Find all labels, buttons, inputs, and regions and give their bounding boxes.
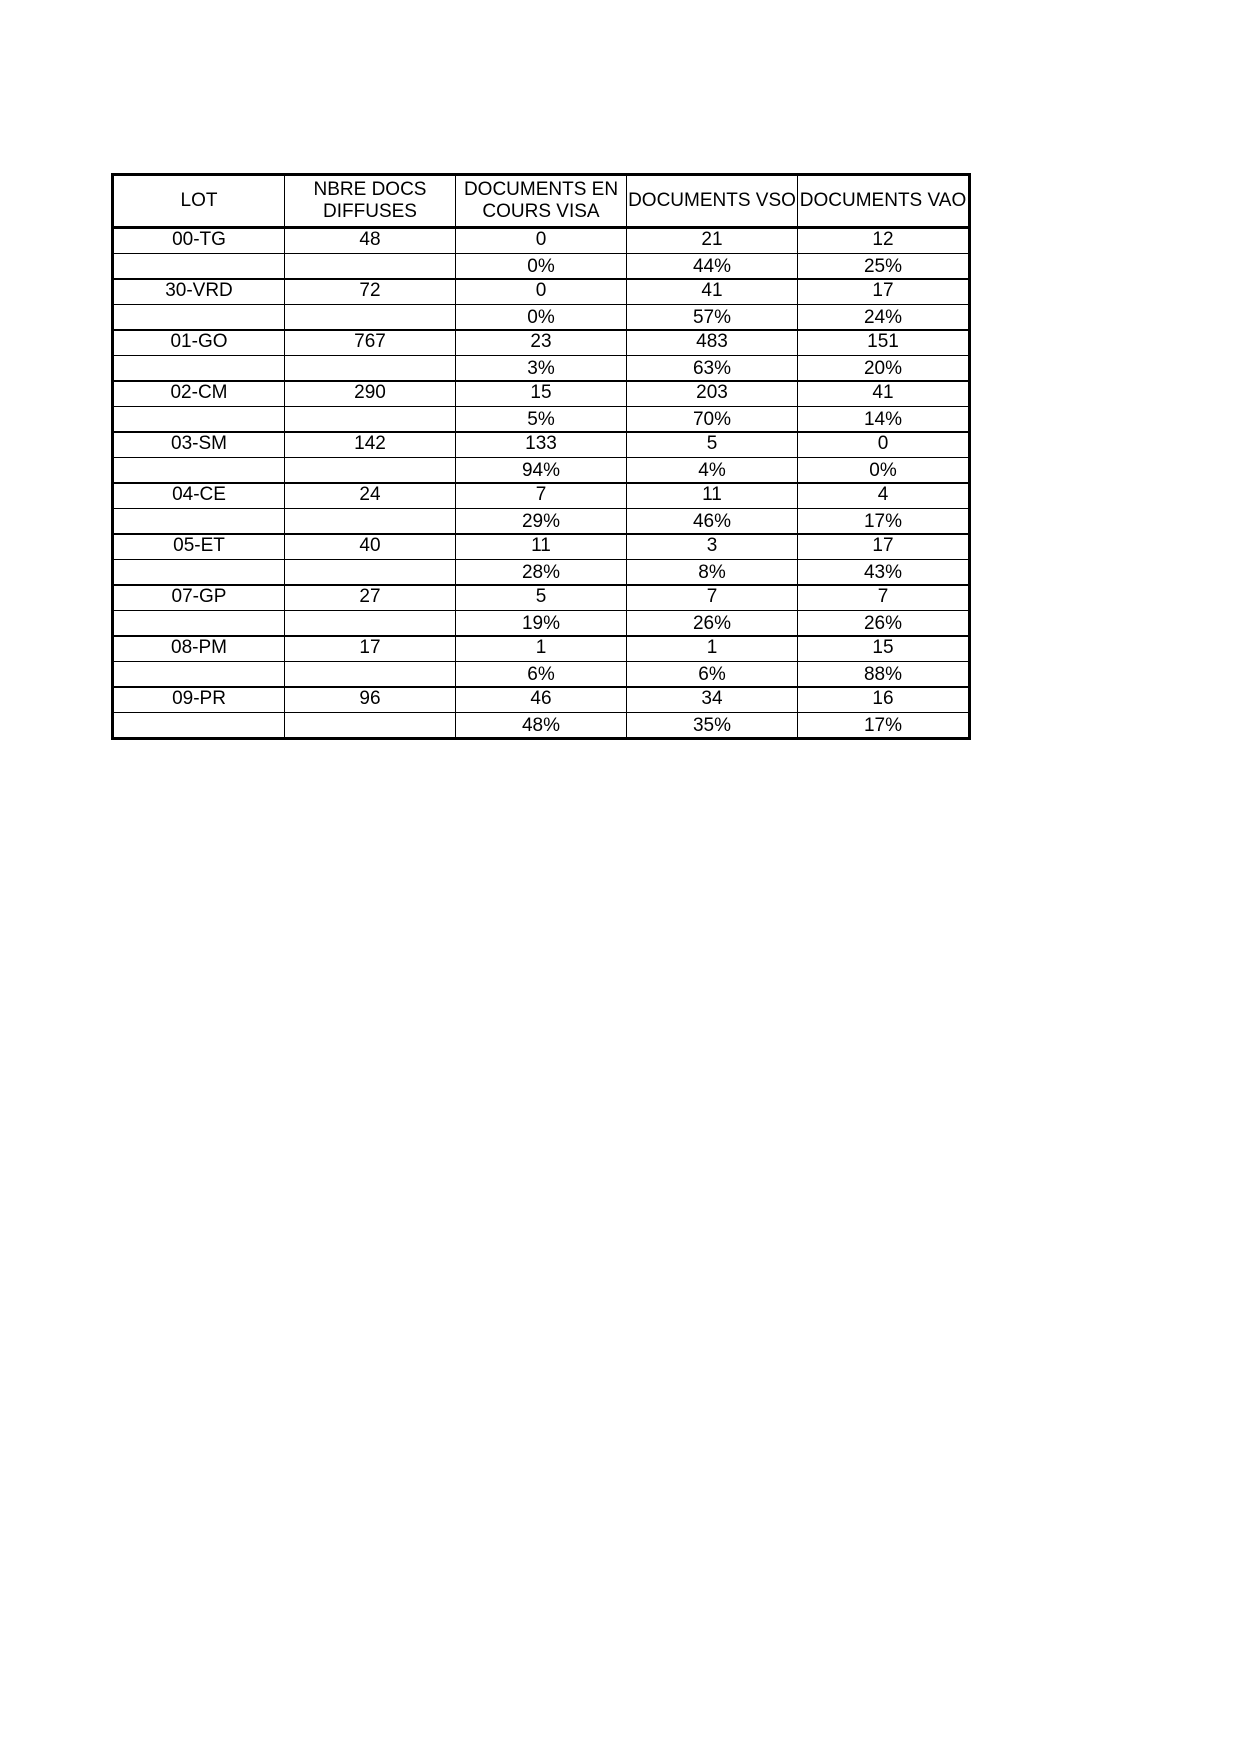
cell-diffuses: 72 bbox=[285, 279, 456, 305]
cell-vso: 5 bbox=[627, 432, 798, 458]
cell-en-cours: 23 bbox=[456, 330, 627, 356]
cell-empty bbox=[113, 611, 285, 637]
cell-en-cours-pct: 19% bbox=[456, 611, 627, 637]
cell-diffuses: 767 bbox=[285, 330, 456, 356]
cell-empty bbox=[113, 509, 285, 535]
cell-vao: 7 bbox=[798, 585, 970, 611]
cell-empty bbox=[113, 305, 285, 331]
cell-lot: 08-PM bbox=[113, 636, 285, 662]
cell-en-cours: 11 bbox=[456, 534, 627, 560]
cell-lot: 04-CE bbox=[113, 483, 285, 509]
cell-vao-pct: 26% bbox=[798, 611, 970, 637]
cell-diffuses: 27 bbox=[285, 585, 456, 611]
cell-en-cours: 1 bbox=[456, 636, 627, 662]
cell-vao-pct: 17% bbox=[798, 509, 970, 535]
cell-empty bbox=[113, 254, 285, 280]
cell-en-cours: 0 bbox=[456, 228, 627, 254]
table-header-row bbox=[113, 175, 970, 228]
cell-en-cours-pct: 0% bbox=[456, 254, 627, 280]
cell-diffuses: 24 bbox=[285, 483, 456, 509]
cell-empty bbox=[113, 713, 285, 739]
cell-lot: 09-PR bbox=[113, 687, 285, 713]
cell-en-cours-pct: 94% bbox=[456, 458, 627, 484]
cell-vao-pct: 25% bbox=[798, 254, 970, 280]
header-docs-en-cours-visa: DOCUMENTS EN COURS VISA bbox=[456, 175, 627, 228]
cell-empty bbox=[113, 458, 285, 484]
cell-en-cours-pct: 5% bbox=[456, 407, 627, 433]
table-row-count bbox=[113, 279, 970, 305]
cell-empty bbox=[113, 407, 285, 433]
table-row-count bbox=[113, 381, 970, 407]
cell-diffuses: 290 bbox=[285, 381, 456, 407]
cell-en-cours-pct: 6% bbox=[456, 662, 627, 688]
cell-empty bbox=[285, 458, 456, 484]
cell-vso: 483 bbox=[627, 330, 798, 356]
table-row-percent bbox=[113, 713, 970, 739]
cell-vao: 4 bbox=[798, 483, 970, 509]
cell-vso-pct: 26% bbox=[627, 611, 798, 637]
cell-empty bbox=[285, 560, 456, 586]
cell-empty bbox=[285, 356, 456, 382]
cell-vao-pct: 24% bbox=[798, 305, 970, 331]
cell-empty bbox=[285, 662, 456, 688]
table-row-percent bbox=[113, 356, 970, 382]
cell-diffuses: 96 bbox=[285, 687, 456, 713]
cell-en-cours: 133 bbox=[456, 432, 627, 458]
cell-vso-pct: 70% bbox=[627, 407, 798, 433]
cell-vao-pct: 17% bbox=[798, 713, 970, 739]
cell-vso: 3 bbox=[627, 534, 798, 560]
table-row-percent bbox=[113, 509, 970, 535]
table-row-count bbox=[113, 330, 970, 356]
cell-en-cours-pct: 48% bbox=[456, 713, 627, 739]
cell-vao: 41 bbox=[798, 381, 970, 407]
cell-empty bbox=[285, 407, 456, 433]
cell-en-cours-pct: 29% bbox=[456, 509, 627, 535]
cell-lot: 01-GO bbox=[113, 330, 285, 356]
cell-vao: 17 bbox=[798, 534, 970, 560]
cell-en-cours-pct: 0% bbox=[456, 305, 627, 331]
cell-en-cours: 5 bbox=[456, 585, 627, 611]
cell-en-cours: 15 bbox=[456, 381, 627, 407]
cell-vao-pct: 88% bbox=[798, 662, 970, 688]
cell-vso: 7 bbox=[627, 585, 798, 611]
cell-lot: 03-SM bbox=[113, 432, 285, 458]
cell-vao: 17 bbox=[798, 279, 970, 305]
cell-vso: 1 bbox=[627, 636, 798, 662]
cell-en-cours: 0 bbox=[456, 279, 627, 305]
header-docs-vso: DOCUMENTS VSO bbox=[627, 175, 798, 228]
cell-diffuses: 142 bbox=[285, 432, 456, 458]
table-row-count bbox=[113, 432, 970, 458]
cell-vao-pct: 14% bbox=[798, 407, 970, 433]
cell-empty bbox=[285, 611, 456, 637]
cell-en-cours-pct: 28% bbox=[456, 560, 627, 586]
cell-empty bbox=[285, 509, 456, 535]
cell-lot: 30-VRD bbox=[113, 279, 285, 305]
lot-status-table bbox=[111, 173, 971, 740]
table-row-count bbox=[113, 636, 970, 662]
cell-vso: 21 bbox=[627, 228, 798, 254]
cell-vso-pct: 8% bbox=[627, 560, 798, 586]
cell-lot: 00-TG bbox=[113, 228, 285, 254]
table-row-percent bbox=[113, 560, 970, 586]
cell-vso-pct: 46% bbox=[627, 509, 798, 535]
cell-vao: 0 bbox=[798, 432, 970, 458]
cell-diffuses: 40 bbox=[285, 534, 456, 560]
cell-diffuses: 48 bbox=[285, 228, 456, 254]
cell-en-cours: 46 bbox=[456, 687, 627, 713]
table-row-percent bbox=[113, 611, 970, 637]
cell-vao: 12 bbox=[798, 228, 970, 254]
table-row-count bbox=[113, 534, 970, 560]
table-row-percent bbox=[113, 305, 970, 331]
cell-lot: 02-CM bbox=[113, 381, 285, 407]
cell-vso: 203 bbox=[627, 381, 798, 407]
cell-empty bbox=[285, 254, 456, 280]
table-row-count bbox=[113, 585, 970, 611]
cell-en-cours: 7 bbox=[456, 483, 627, 509]
cell-vso-pct: 44% bbox=[627, 254, 798, 280]
cell-lot: 05-ET bbox=[113, 534, 285, 560]
cell-en-cours-pct: 3% bbox=[456, 356, 627, 382]
cell-vso-pct: 63% bbox=[627, 356, 798, 382]
table-row-count bbox=[113, 483, 970, 509]
cell-lot: 07-GP bbox=[113, 585, 285, 611]
header-lot: LOT bbox=[113, 175, 285, 228]
cell-vao-pct: 43% bbox=[798, 560, 970, 586]
cell-vao: 16 bbox=[798, 687, 970, 713]
cell-diffuses: 17 bbox=[285, 636, 456, 662]
table-row-percent bbox=[113, 458, 970, 484]
table-row-percent bbox=[113, 662, 970, 688]
table-row-count bbox=[113, 228, 970, 254]
header-docs-diffuses: NBRE DOCS DIFFUSES bbox=[285, 175, 456, 228]
cell-vao: 151 bbox=[798, 330, 970, 356]
cell-vso-pct: 35% bbox=[627, 713, 798, 739]
header-docs-vao: DOCUMENTS VAO bbox=[798, 175, 970, 228]
table-row-percent bbox=[113, 407, 970, 433]
cell-empty bbox=[113, 560, 285, 586]
cell-empty bbox=[113, 662, 285, 688]
cell-vso: 11 bbox=[627, 483, 798, 509]
cell-vao-pct: 0% bbox=[798, 458, 970, 484]
cell-vso-pct: 57% bbox=[627, 305, 798, 331]
cell-empty bbox=[285, 305, 456, 331]
cell-vao: 15 bbox=[798, 636, 970, 662]
table-row-percent bbox=[113, 254, 970, 280]
cell-vso-pct: 6% bbox=[627, 662, 798, 688]
table-row-count bbox=[113, 687, 970, 713]
cell-vso: 41 bbox=[627, 279, 798, 305]
cell-vso: 34 bbox=[627, 687, 798, 713]
cell-empty bbox=[285, 713, 456, 739]
cell-vao-pct: 20% bbox=[798, 356, 970, 382]
cell-empty bbox=[113, 356, 285, 382]
cell-vso-pct: 4% bbox=[627, 458, 798, 484]
